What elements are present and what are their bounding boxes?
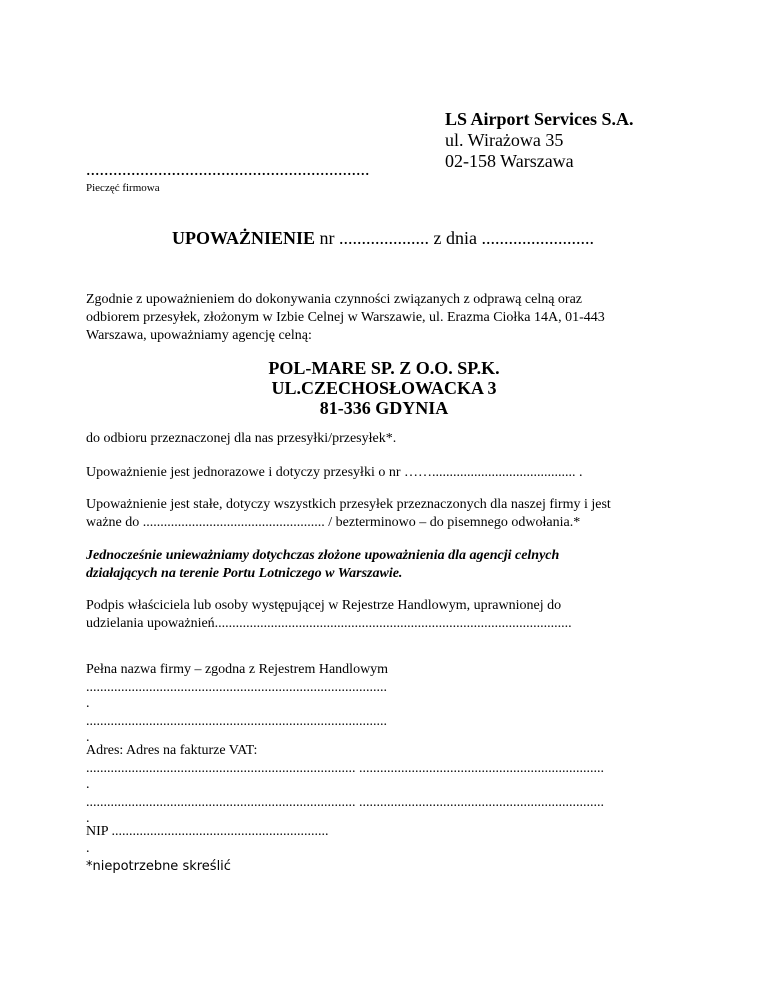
agency-street: UL.CZECHOSŁOWACKA 3 bbox=[271, 378, 497, 398]
receipt-text: do odbioru przeznaczonej dla nas przesyłki/przesyłek*. bbox=[86, 431, 397, 446]
stamp-field: ............................................................... bbox=[86, 159, 370, 179]
recipient-street: ul. Wirażowa 35 bbox=[445, 130, 564, 150]
revocation-line-1: Jednocześnie unieważniamy dotychczas złożone upoważnienia dla agencji celnych bbox=[86, 548, 560, 563]
title-bold: UPOWAŻNIENIE bbox=[172, 228, 316, 248]
address-dot-1: . bbox=[86, 777, 90, 792]
recipient-city: 02-158 Warszawa bbox=[445, 151, 574, 171]
signature-line-1: Podpis właściciela lub osoby występującej w Rejestrze Handlowym, uprawnionej do bbox=[86, 598, 562, 613]
nip-dot: . bbox=[86, 841, 90, 856]
revocation-line-2: działających na terenie Portu Lotniczego w Warszawie. bbox=[86, 566, 403, 581]
intro-line-2: odbiorem przesyłek, złożonym w Izbie Celnej w Warszawie, ul. Erazma Ciołka 14A, 01-443 bbox=[86, 310, 605, 325]
intro-line-3: Warszawa, upoważniamy agencję celną: bbox=[86, 328, 312, 343]
permanent-authorization-line-1: Upoważnienie jest stałe, dotyczy wszystkich przesyłek przeznaczonych dla naszej firmy i jest bbox=[86, 497, 611, 512]
company-name-field-1: ...................................................................................... bbox=[86, 680, 387, 695]
footnote: *niepotrzebne skreślić bbox=[86, 859, 231, 874]
nip-field: NIP .............................................................. bbox=[86, 824, 329, 839]
company-name-label: Pełna nazwa firmy – zgodna z Rejestrem Handlowym bbox=[86, 662, 389, 677]
title-rest: nr .................... z dnia ......................... bbox=[315, 228, 595, 248]
stamp-label: Pieczęć firmowa bbox=[86, 182, 160, 194]
address-label: Adres: Adres na fakturze VAT: bbox=[86, 743, 258, 758]
company-name-dot-2: . bbox=[86, 730, 90, 745]
permanent-authorization-line-2: ważne do .................................................... / bezterminowo – do pisemnego odwołania.* bbox=[86, 515, 581, 530]
document-title bbox=[172, 228, 594, 249]
address-field-2: ............................................................................. ...................................................................... bbox=[86, 795, 604, 810]
intro-line-1: Zgodnie z upoważnieniem do dokonywania czynności związanych z odprawą celną oraz bbox=[86, 292, 583, 307]
recipient-name: LS Airport Services S.A. bbox=[445, 109, 634, 129]
agency-city: 81-336 GDYNIA bbox=[319, 398, 449, 418]
one-time-authorization: Upoważnienie jest jednorazowe i dotyczy przesyłki o nr ……......................................... . bbox=[86, 465, 583, 480]
company-name-field-2: ...................................................................................... bbox=[86, 714, 387, 729]
address-dot-2: . bbox=[86, 811, 90, 826]
signature-line-2: udzielania upoważnień...................................................................................................... bbox=[86, 616, 572, 631]
agency-name: POL-MARE SP. Z O.O. SP.K. bbox=[268, 358, 500, 378]
address-field-1: ............................................................................. ...................................................................... bbox=[86, 761, 604, 776]
company-name-dot-1: . bbox=[86, 696, 90, 711]
